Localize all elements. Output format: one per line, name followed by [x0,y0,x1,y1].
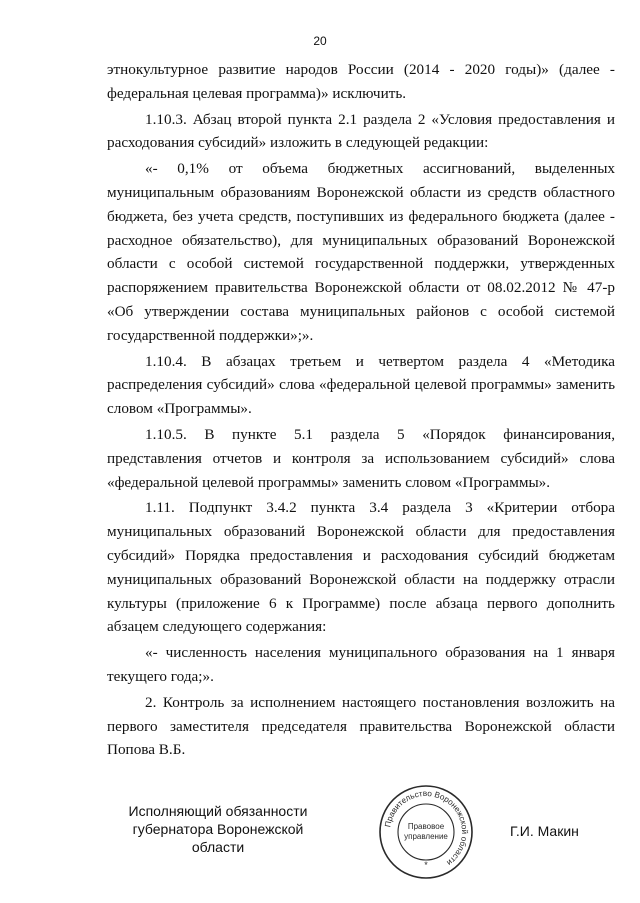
paragraph-quote-population: «- численность населения муниципального образования на 1 января текущего года;». [107,644,615,685]
signatory-title [118,802,318,856]
stamp-star-icon: * [424,860,428,870]
paragraph-2-control: 2. Контроль за исполнением настоящего постановления возложить на первого заместителя председателя правительства Воронежской области Попова В.Б. [107,693,615,759]
paragraph-1-10-4: 1.10.4. В абзацах третьем и четвертом раздела 4 «Методика распределения субсидий» слова «федеральной целевой программы» заменить словом «Программы». [107,352,615,418]
stamp-ring-text: Правительство Воронежской области [383,788,470,868]
signatory-title-line-2: губернатора Воронежской области [132,821,304,855]
page-number: 20 [313,34,327,48]
paragraph-1-10-3: 1.10.3. Абзац второй пункта 2.1 раздела 2 «Условия предоставления и расходования субсидий» изложить в следующей редакции: [107,110,615,152]
paragraph-1-10-5: 1.10.5. В пункте 5.1 раздела 5 «Порядок финансирования, представления отчетов и контроля за использованием субсидий» слова «федеральной целевой программы» заменить словом «Программы». [107,425,615,491]
paragraph-quote-expenditure: «- 0,1% от объема бюджетных ассигнований, выделенных муниципальным образованиям Воронежской области из средств областного бюджета, без учета средств, поступивших из федерального бюджета (далее - расходное обязательство), для муниципальных образований Воронежской области с особой системой государственной поддержки, утвержденных распоряжением правительства Воронежской области от 08.02.2012 № 47-р «Об утверждении состава муниципальных районов с особой системой государственной поддержки»;». [107,160,615,344]
document-body [107,58,615,764]
stamp-center-line-2: управление [404,832,448,841]
signatory-name: Г.И. Макин [510,823,579,839]
paragraph-1-11: 1.11. Подпункт 3.4.2 пункта 3.4 раздела 3 «Критерии отбора муниципальных образований Воронежской области для предоставления субсидий» Порядка предоставления и расходования субсидий бюджетам муниципальных образований Воронежской области на поддержку отрасли культуры (приложение 6 к Программе) после абзаца первого дополнить абзацем следующего содержания: [107,499,615,636]
signature-block [0,788,640,882]
signatory-title-line-1: Исполняющий обязанности [128,803,308,819]
official-stamp [376,782,476,882]
stamp-center-line-1: Правовое [407,822,445,831]
paragraph-continuation: этнокультурное развитие народов России (2014 - 2020 годы)» (далее - федеральная целевая программа)» исключить. [107,61,615,102]
